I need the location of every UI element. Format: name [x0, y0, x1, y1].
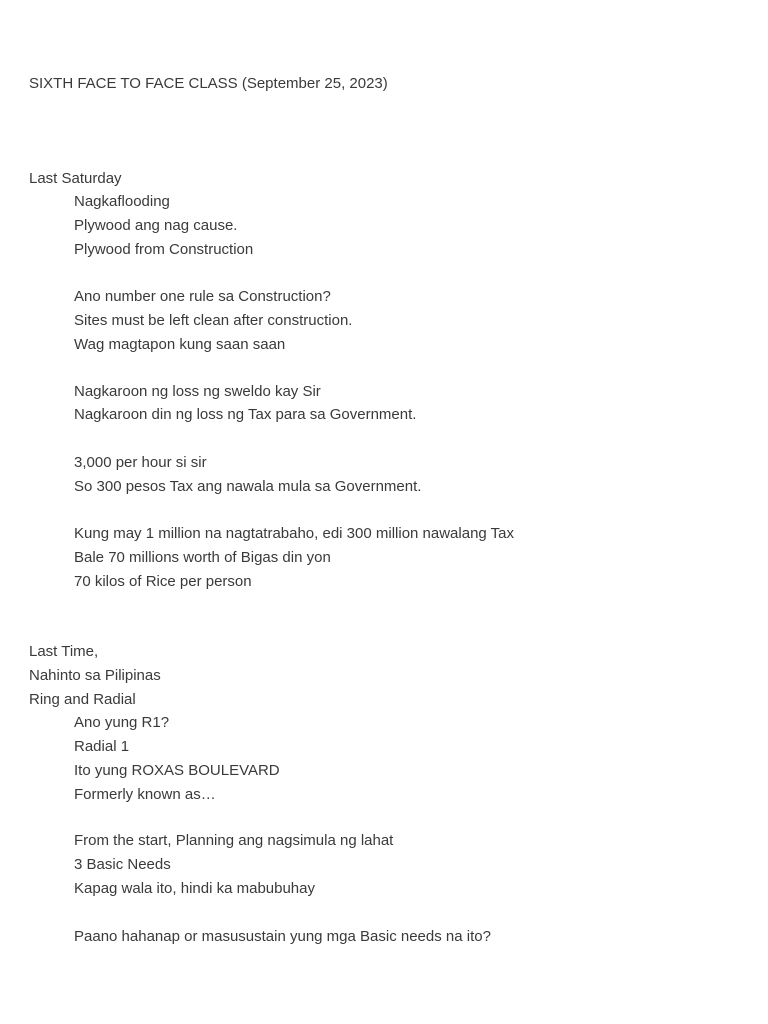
note-line: 70 kilos of Rice per person — [74, 573, 252, 590]
note-line: Paano hahanap or masusustain yung mga Basic needs na ito? — [74, 928, 491, 945]
note-line: Ano number one rule sa Construction? — [74, 288, 331, 305]
note-line: Plywood from Construction — [74, 241, 254, 258]
note-line: Bale 70 millions worth of Bigas din yon — [74, 549, 331, 566]
note-title: SIXTH FACE TO FACE CLASS (September 25, 2023) — [29, 75, 388, 92]
note-line: Nagkaroon din ng loss ng Tax para sa Government. — [74, 406, 417, 423]
note-line: Plywood ang nag cause. — [74, 217, 238, 234]
note-line: 3 Basic Needs — [74, 856, 171, 873]
note-line: Formerly known as… — [74, 786, 216, 803]
note-line: 3,000 per hour si sir — [74, 454, 207, 471]
note-line: Ito yung ROXAS BOULEVARD — [74, 762, 280, 779]
note-line: Nagkaflooding — [74, 193, 170, 210]
note-line: Radial 1 — [74, 738, 130, 755]
section-heading-pilipinas: Nahinto sa Pilipinas — [29, 667, 161, 684]
note-line: Kapag wala ito, hindi ka mabubuhay — [74, 880, 315, 897]
note-line: Ano yung R1? — [74, 714, 170, 731]
section-heading-ring-radial: Ring and Radial — [29, 691, 136, 708]
note-line: From the start, Planning ang nagsimula ng lahat — [74, 832, 394, 849]
note-line: So 300 pesos Tax ang nawala mula sa Government. — [74, 478, 422, 495]
note-line: Wag magtapon kung saan saan — [74, 336, 286, 353]
note-line: Kung may 1 million na nagtatrabaho, edi 300 million nawalang Tax — [74, 525, 515, 542]
note-line: Nagkaroon ng loss ng sweldo kay Sir — [74, 383, 321, 400]
section-heading-last-saturday: Last Saturday — [29, 170, 122, 187]
section-heading-last-time: Last Time, — [29, 643, 99, 660]
note-line: Sites must be left clean after construction. — [74, 312, 353, 329]
